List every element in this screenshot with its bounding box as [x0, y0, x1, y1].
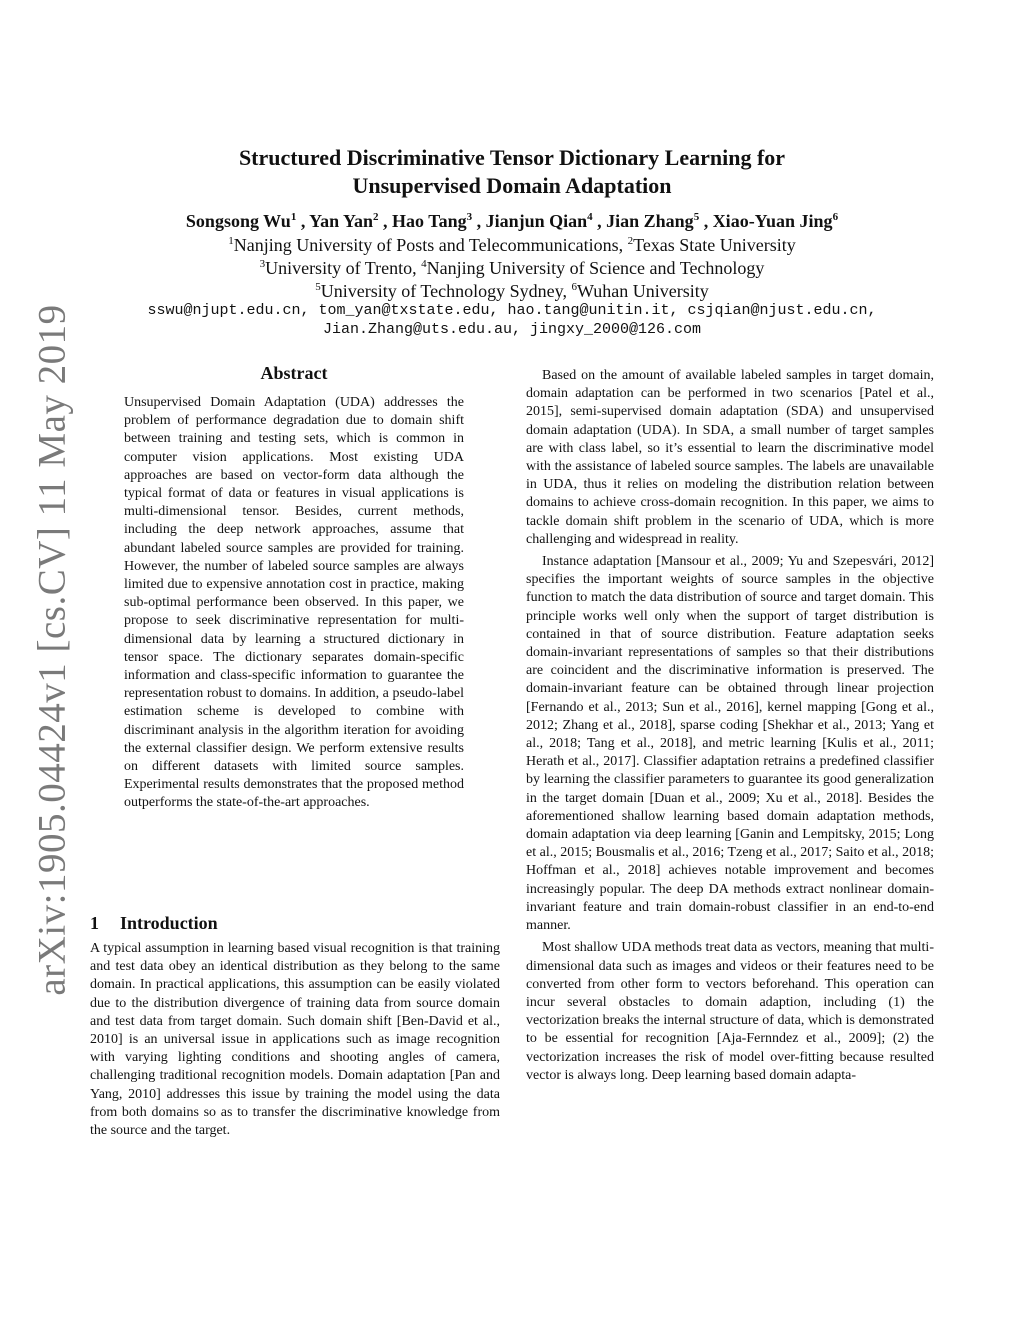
affiliation-sup: 3 [259, 258, 266, 270]
affiliation-line-1 [100, 234, 924, 256]
affiliation-line-2 [100, 257, 924, 279]
author-sup: 1 [290, 211, 297, 223]
affiliation-sup: 5 [315, 281, 321, 293]
author-name: Songsong Wu [185, 211, 291, 231]
author-name: Jian Zhang [606, 211, 694, 231]
paper-title-line-2: Unsupervised Domain Adaptation [352, 173, 672, 198]
affiliation-sup: 4 [421, 258, 427, 270]
paragraph: A typical assumption in learning based visual recognition is that training and test data obey an identical distribution as they belong to the same domain. In practical applications, this assumption can be easily violated due to the distribution divergence of training data from source domain and test data from target domain. Such domain shift [Ben-David et al., 2010] is an universal issue in applications such as image recognition with varying lighting conditions and shooting angles of camera, challenging traditional recognition models. Domain adaptation [Pan and Yang, 2010] addresses this issue by training the model using the data from both domains so as to transfer the discriminative knowledge from the source and the target. [90, 941, 500, 1139]
author-list: Songsong Wu$^1$ , Yan Yan$^2$ , Hao Tang$^3$ , Jianjun Qian$^4$ , Jian Zhang$^5$ , Xiao-Yuan Jing$^6$ [185, 211, 839, 231]
arxiv-identifier: arXiv:1905.04424v1 [cs.CV] 11 May 2019 [30, 304, 74, 996]
author-name: Hao Tang [392, 211, 467, 231]
email-line-2: Jian.Zhang@uts.edu.au, jingxy_2000@126.com [322, 321, 702, 338]
section-heading-introduction [90, 913, 500, 934]
author-sup: 6 [832, 211, 839, 223]
abstract-heading: Abstract [260, 363, 328, 383]
section-number: 1 [90, 913, 99, 933]
author-name: Xiao-Yuan Jing [712, 211, 833, 231]
author-sup: 3 [466, 211, 473, 223]
email-line-1: sswu@njupt.edu.cn, tom_yan@txstate.edu, hao.tang@unitin.it, csjqian@njust.edu.cn, [147, 302, 877, 319]
affiliation-text: Nanjing University of Posts and Telecommunications, [233, 235, 628, 255]
affiliation-text: Nanjing University of Science and Technology [426, 258, 765, 278]
paper-title [150, 144, 874, 200]
affiliation-text: Wuhan University [576, 281, 709, 301]
abstract-text: Unsupervised Domain Adaptation (UDA) addresses the problem of performance degradation due to domain shift between training and testing sets, which is common in computer vision applications. Most existing UDA approaches are based on vector-form data although the typical format of data or features in visual applications is multi-dimensional tensor. Besides, current methods, including the deep network approaches, assume that abundant labeled source samples are provided for training. However, the number of labeled source samples are always limited due to expensive annotation cost in practice, making sub-optimal performance been observed. In this paper, we propose to seek discriminative representation for multi-dimensional data by learning a structured dictionary in tensor space. The dictionary separates domain-specific information and class-specific information to guarantee the representation robust to domains. In addition, a pseudo-label estimation scheme is developed to combine with discriminant analysis in the algorithm iteration for avoiding the external classifier design. We perform extensive results on different datasets with limited source samples. Experimental results demonstrates that the proposed method outperforms the state-of-the-art approaches. [124, 395, 464, 811]
affiliation-sup: 6 [571, 281, 577, 293]
author-name: Yan Yan [309, 211, 374, 231]
section-title: Introduction [120, 913, 218, 933]
affiliation-line-3 [100, 280, 924, 302]
author-sup: 2 [373, 211, 379, 223]
affiliation-text: University of Trento, [265, 258, 422, 278]
affiliation-text: Texas State University [633, 235, 796, 255]
paper-title-line-1: Structured Discriminative Tensor Dictionary Learning for [238, 145, 786, 170]
author-name: Jianjun Qian [485, 211, 588, 231]
intro-right-column [526, 367, 934, 1089]
abstract-body [124, 394, 464, 813]
paragraph: Instance adaptation [Mansour et al., 2009; Yu and Szepesvári, 2012] specifies the important weights of source samples in the objective function to match the data distribution of source and target domain. This principle works well only when the support of target distribution is contained in that of source distribution. Feature adaptation seeks domain-invariant representations of samples so that their distributions are coincident and the discriminative information is preserved. The domain-invariant feature can be obtained through linear projection [Fernando et al., 2013; Sun et al., 2016], kernel mapping [Gong et al., 2012; Zhang et al., 2018], sparse coding [Shekhar et al., 2013; Yang et al., 2018; Tang et al., 2018], and metric learning [Kulis et al., 2011; Herath et al., 2017]. Classifier adaptation retrains a predefined classifier by learning the classifier parameters to guarantee its good generalization in the target domain [Duan et al., 2009; Xu et al., 2018]. Besides the aforementioned shallow learning based domain adaptation methods, domain adaptation via deep learning [Ganin and Lempitsky, 2015; Long et al., 2015; Bousmalis et al., 2016; Tzeng et al., 2017; Saito et al., 2018; Hoffman et al., 2018] achieves notable improvement and becomes increasingly popular. The deep DA methods extract nonlinear domain-invariant feature and train domain-robust classifier in an end-to-end manner. [526, 554, 935, 934]
author-sup: 4 [587, 211, 593, 223]
affiliation-text: University of Technology Sydney, [320, 281, 572, 301]
paragraph: Based on the amount of available labeled samples in target domain, domain adaptation can be performed in two scenarios [Patel et al., 2015], semi-supervised domain adaptation (SDA) and unsupervised domain adaptation (UDA). In SDA, a small number of target samples are with class label, so it’s essential to learn the discriminative model with the assistance of labeled source samples. The labels are unavailable in UDA, thus it relies on modeling the distribution relation between domains to achieve cross-domain recognition. In this paper, we aims to tackle domain shift problem in the scenario of UDA, which is more challenging and widespread in reality. [526, 368, 934, 547]
affiliation-sup: 1 [228, 235, 234, 247]
paragraph: Most shallow UDA methods treat data as vectors, meaning that multi-dimensional data such as images and videos or their features need to be converted from other form to vectors beforehand. This operation can incur several obstacles to domain adaption, including (1) the vectorization breaks the internal structure of data, which is demonstrated to be essential for recognition [Aja-Fernndez et al., 2009]; (2) the vectorization increases the risk of model over-fitting because resulted vector is always long. Deep learning based domain adapta- [526, 940, 934, 1083]
affiliation-sup: 2 [627, 235, 634, 247]
author-sup: 5 [693, 211, 700, 223]
intro-left-column [90, 940, 500, 1140]
